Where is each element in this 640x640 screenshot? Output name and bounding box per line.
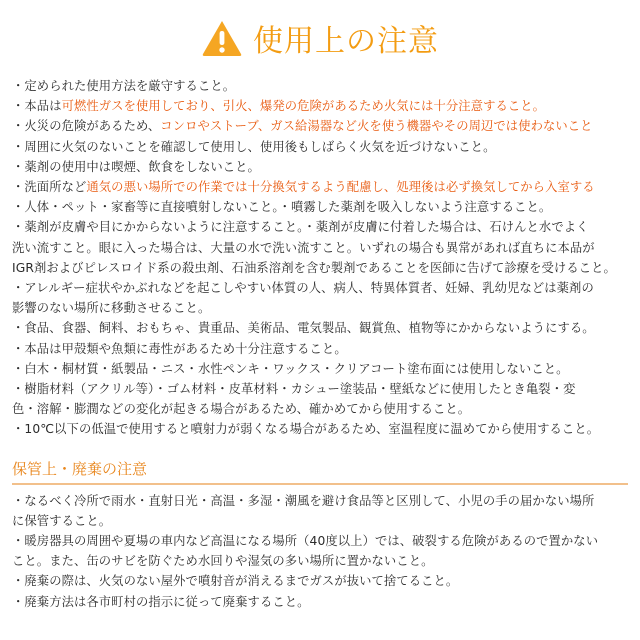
text-line (12, 491, 628, 511)
line-text: 洗い流すこと。眼に入った場合は、大量の水で洗い流すこと。いずれの場合も異常があれば直ちに本品が (12, 240, 595, 255)
line-text: ・本品は甲殻類や魚類に毒性があるため十分注意すること。 (12, 341, 347, 356)
line-text: ・白木・桐材質・紙製品・ニス・水性ペンキ・ワックス・クリアコート塗布面には使用しないこと。 (12, 361, 569, 376)
text-line (12, 298, 628, 318)
line-text: 影響のない場所に移動させること。 (12, 301, 211, 316)
text-line (12, 399, 628, 419)
text-line (12, 96, 628, 116)
text-line (12, 177, 628, 197)
text-line (12, 592, 628, 612)
text-line (12, 339, 628, 359)
line-text: ・10℃以下の低温で使用すると噴射力が弱くなる場合があるため、室温程度に温めてから使用すること。 (12, 422, 600, 437)
highlighted-warning-text: 可燃性ガスを使用しており、引火、爆発の危険があるため火気には十分注意すること。 (61, 99, 546, 114)
storage-precautions (0, 485, 640, 612)
line-text: ・周囲に火気のないことを確認して使用し、使用後もしばらく火気を近づけないこと。 (12, 139, 496, 154)
line-text: ・食品、食器、飼料、おもちゃ、貴重品、美術品、電気製品、観賞魚、植物等にかからないようにする。 (12, 321, 595, 336)
line-text: ・本品は (12, 99, 62, 114)
line-text: ・薬剤が皮膚や目にかからないように注意すること。・薬剤が皮膚に付着した場合は、石けんと水でよく (12, 220, 589, 235)
text-line (12, 157, 628, 177)
text-line (12, 217, 628, 237)
usage-precautions (0, 76, 640, 440)
text-line (12, 531, 628, 551)
page-header (0, 0, 640, 76)
line-text: ・なるべく冷所で雨水・直射日光・高温・多湿・潮風を避け食品等と区別して、小児の手の届かない場所 (12, 493, 595, 508)
text-line (12, 76, 628, 96)
text-line (12, 511, 628, 531)
text-line (12, 359, 628, 379)
text-line (12, 571, 628, 591)
warning-icon (201, 19, 243, 57)
text-line (12, 116, 628, 136)
line-text: ・アレルギー症状やかぶれなどを起こしやすい体質の人、病人、特異体質者、妊婦、乳幼児などは薬剤の (12, 281, 594, 296)
line-text: ・人体・ペット・家畜等に直接噴射しないこと。・噴霧した薬剤を吸入しないよう注意すること。 (12, 200, 552, 215)
line-text: こと。また、缶のサビを防ぐため水回りや湿気の多い場所に置かないこと。 (12, 554, 434, 569)
highlighted-warning-text: 通気の悪い場所での作業では十分換気するよう配慮し、処理後は必ず換気してから入室する (86, 180, 595, 195)
line-text: ・廃棄の際は、火気のない屋外で噴射音が消えるまでガスが抜いて捨てること。 (12, 574, 459, 589)
line-text: ・薬剤の使用中は喫煙、飲食をしないこと。 (12, 159, 260, 174)
text-line (12, 278, 628, 298)
line-text: に保管すること。 (12, 513, 112, 528)
text-line (12, 318, 628, 338)
storage-section-title: 保管上・廃棄の注意 (12, 459, 148, 478)
text-line (12, 197, 628, 217)
line-text: ・暖房器具の周囲や夏場の車内など高温になる場所（40度以上）では、破裂する危険があるので置かない (12, 534, 599, 549)
text-line (12, 551, 628, 571)
line-text: ・廃棄方法は各市町村の指示に従って廃棄すること。 (12, 594, 310, 609)
line-text: IGR剤およびピレスロイド系の殺虫剤、石油系溶剤を含む製剤であることを医師に告げて診療を受けること。 (12, 260, 616, 275)
highlighted-warning-text: コンロやストーブ、ガス給湯器など火を使う機器やその周辺では使わないこと (160, 119, 593, 134)
line-text: ・洗面所など (12, 180, 87, 195)
text-line (12, 379, 628, 399)
storage-section-header (12, 458, 628, 485)
line-text: 色・溶解・膨潤などの変化が起きる場合があるため、確かめてから使用すること。 (12, 402, 471, 417)
text-line (12, 419, 628, 439)
page-title: 使用上の注意 (253, 24, 439, 59)
text-line (12, 238, 628, 258)
text-line (12, 137, 628, 157)
text-line (12, 258, 628, 278)
line-text: ・火災の危険があるため、 (12, 119, 161, 134)
line-text: ・定められた使用方法を厳守すること。 (12, 79, 236, 93)
line-text: ・樹脂材料（アクリル等）・ゴム材料・皮革材料・カシュー塗装品・壁紙などに使用したとき亀裂・変 (12, 382, 576, 397)
